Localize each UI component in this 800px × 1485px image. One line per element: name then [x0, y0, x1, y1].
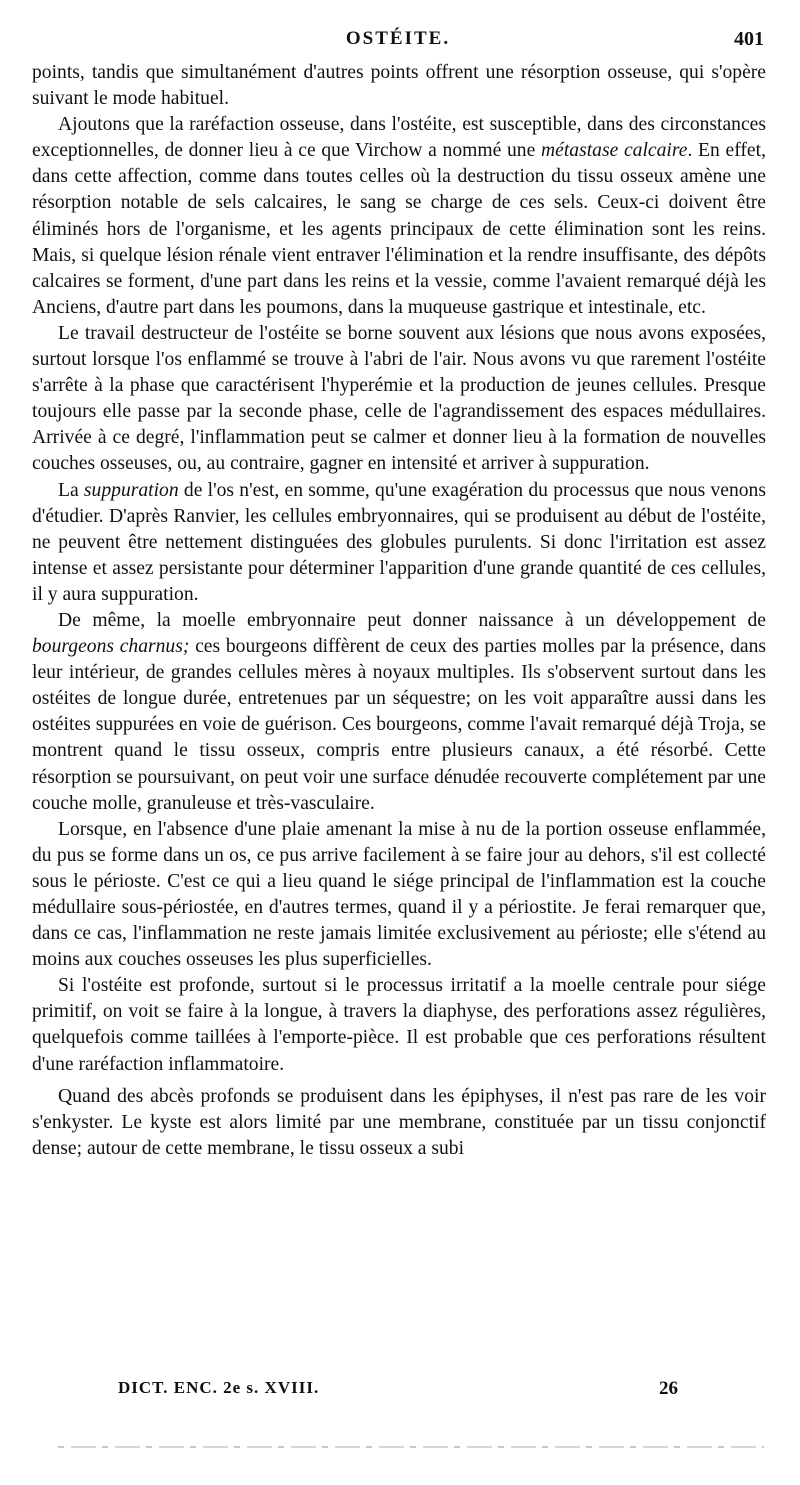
paragraph [32, 608, 766, 817]
paragraph [32, 478, 766, 608]
text-run: Ajoutons que la raréfaction osseuse, dans l'ostéite, est susceptible, dans des circonstances exceptionnelles, de donner lieu à ce que Virchow a nommé une [32, 114, 766, 162]
running-head [32, 28, 764, 58]
text-run: Quand des abcès profonds se produisent dans les épiphyses, il n'est pas rare de les voir s'enkyster. Le kyste est alors limité par une membrane, constituée par un tissu conjonctif dense; autour de cette membrane, le tissu osseux a subi [32, 1085, 766, 1159]
text-run: de l'os n'est, en somme, qu'une exagération du processus que nous venons d'étudier. D'après Ranvier, les cellules embryonnaires, qui se produisent au début de l'ostéite, ne peuvent être nettement distinguées des globules purulents. Si donc l'irritation est assez intense et assez persistante pour déterminer l'apparition d'une grande quantité de ces cellules, il y aura suppuration. [32, 479, 766, 605]
text-run: De même, la moelle embryonnaire peut donner naissance à un développement de [58, 609, 766, 631]
text-run: Le travail destructeur de l'ostéite se borne souvent aux lésions que nous avons exposées, surtout lorsque l'os enflammé se trouve à l'abri de l'air. Nous avons vu que rarement l'ostéite s'arrête à la phase que caractérisent l'hyperémie et la production de jeunes cellules. Presque toujours elle passe par la seconde phase, celle de l'agrandissement des espaces médullaires. Arrivée à ce degré, l'inflammation peut se calmer et donner lieu à la formation de nouvelles couches osseuses, ou, au contraire, gagner en intensité et arriver à suppuration. [32, 322, 766, 475]
running-title: OSTÉITE. [345, 28, 451, 49]
body-text [32, 60, 766, 1162]
paragraph [32, 60, 766, 112]
italic-term: suppuration [83, 479, 179, 501]
paragraph [32, 973, 766, 1077]
paragraph [32, 112, 766, 321]
text-run: ces bourgeons diffèrent de ceux des parties molles par la présence, dans leur intérieur, de grandes cellules mères à noyaux multiples. Ils s'observent surtout dans les ostéites de longue durée, entretenues par un séquestre; on les voit apparaître aussi dans les ostéites suppurées en voie de guérison. Ces bourgeons, comme l'avait remarqué déjà Troja, se montrent quand le tissu osseux, compris entre plusieurs canaux, a été résorbé. Cette résorption se poursuivant, on peut voir une surface dénudée recouverte complétement par une couche molle, granuleuse et très-vasculaire. [32, 636, 767, 814]
printer-signature-line [118, 1378, 678, 1406]
paragraph [32, 817, 766, 974]
page-number: 401 [734, 28, 764, 50]
text-run: . En effet, dans cette affection, comme dans toutes celles où la destruction du tissu osseux amène une résorption notable de sels calcaires, le sang se charge de ces sels. Ceux-ci doivent être éliminés hors de l'organisme, et les agents principaux de cette élimination sont les reins. Mais, si quelque lésion rénale vient entraver l'élimination et la rendre insuffisante, des dépôts calcaires se forment, d'une part dans les reins et la vessie, comme l'avaient remarqué déjà les Anciens, d'autre part dans les poumons, dans la muqueuse gastrique et intestinale, etc. [32, 140, 766, 318]
text-run: Si l'ostéite est profonde, surtout si le processus irritatif a la moelle centrale pour siége primitif, on voit se faire à la longue, à travers la diaphyse, des perforations assez régulières, quelquefois comme taillées à l'emporte-pièce. Il est probable que ces perforations résultent d'une raréfaction inflammatoire. [32, 975, 766, 1075]
bleed-through-line [58, 1446, 764, 1448]
text-run: points, tandis que simultanément d'autres points offrent une résorption osseuse, qui s'opère suivant le mode habituel. [32, 62, 766, 110]
text-run: Lorsque, en l'absence d'une plaie amenant la mise à nu de la portion osseuse enflammée, du pus se forme dans un os, ce pus arrive facilement à se faire jour au dehors, s'il est collecté sous le périoste. C'est ce qui a lieu quand le siége principal de l'inflammation est la couche médullaire sous-périostée, en d'autres termes, quand il y a périostite. Je ferai remarquer que, dans ce cas, l'inflammation ne reste jamais limitée exclusivement au périoste; elle s'étend au moins aux couches osseuses les plus superficielles. [32, 818, 766, 971]
italic-term: bourgeons charnus; [32, 636, 190, 658]
italic-term: métastase calcaire [541, 140, 688, 162]
signature-number: 26 [659, 1378, 678, 1399]
paragraph [32, 321, 766, 478]
text-run: La [58, 479, 84, 501]
printer-signature: DICT. ENC. 2e s. XVIII. [118, 1378, 320, 1397]
paragraph [32, 1084, 766, 1162]
